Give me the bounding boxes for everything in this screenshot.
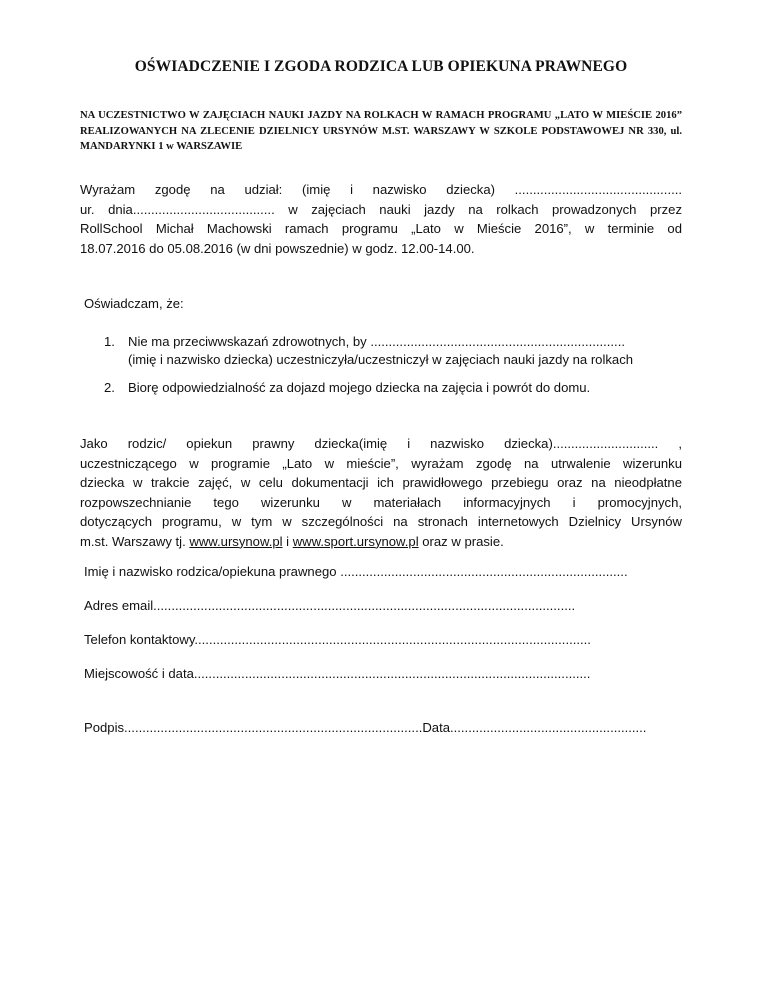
declaration-item-text: Biorę odpowiedzialność za dojazd mojego dziecka na zajęcia i powrót do domu. xyxy=(128,380,591,395)
line-suffix: oraz w prasie. xyxy=(418,533,504,549)
image-consent-line: dotyczących programu, w tym w szczególności na stronach internetowych Dzielnicy Ursynów xyxy=(80,514,682,529)
ursynow-link[interactable]: www.ursynow.pl xyxy=(189,533,283,549)
place-date-field[interactable]: Miejscowość i data............................................................................................................. xyxy=(84,666,591,681)
consent-line: ur. dnia....................................... w zajęciach nauki jazdy na rolkach prowadzonych przez xyxy=(80,201,682,217)
line-prefix: m.st. Warszawy tj. xyxy=(80,533,190,549)
document-subtitle: NA UCZESTNICTWO W ZAJĘCIACH NAUKI JAZDY NA ROLKACH W RAMACH PROGRAMU „LATO W MIEŚCIE 2016” REALIZOWANYCH NA ZLECENIE DZIELNICY URSYNÓW M.ST. WARSZAWY W SZKOLE PODSTAWOWEJ NR 330, ul. MANDARYNKI 1 w WARSZAWIE xyxy=(80,110,682,152)
consent-line: RollSchool Michał Machowski ramach programu „Lato w Mieście 2016”, w terminie od xyxy=(80,221,682,236)
list-number: 2. xyxy=(104,380,115,395)
sport-ursynow-link[interactable]: www.sport.ursynow.pl xyxy=(292,533,419,549)
image-consent-line: Jako rodzic/ opiekun prawny dziecka(imię i nazwisko dziecka)............................. , xyxy=(80,436,682,451)
consent-line: Wyrażam zgodę na udział: (imię i nazwisko dziecka) .............................................. xyxy=(80,182,682,197)
image-consent-paragraph xyxy=(80,434,682,551)
signature-date-field[interactable]: Podpis..................................................................................Data...................................................... xyxy=(84,720,647,735)
image-consent-line-last xyxy=(80,532,682,552)
image-consent-line: rozpowszechnianie tego wizerunku w materiałach informacyjnych i promocyjnych, xyxy=(80,494,682,510)
phone-field[interactable]: Telefon kontaktowy............................................................................................................. xyxy=(84,632,591,647)
declaration-item-text: Nie ma przeciwwskazań zdrowotnych, by ...................................................................... xyxy=(128,334,625,349)
parent-name-field[interactable]: Imię i nazwisko rodzica/opiekuna prawnego ............................................................................... xyxy=(84,564,628,579)
image-consent-line: dziecka w trakcie zajęć, w celu dokumentacji ich prawidłowego przebiegu oraz na nieodpłatne xyxy=(80,475,682,490)
list-number: 1. xyxy=(104,334,115,349)
image-consent-line: uczestniczącego w programie „Lato w mieście”, wyrażam zgodę na utrwalenie wizerunku xyxy=(80,455,682,471)
email-field[interactable]: Adres email.................................................................................................................... xyxy=(84,598,576,613)
declaration-item-text: (imię i nazwisko dziecka) uczestniczyła/uczestniczył w zajęciach nauki jazdy na rolkach xyxy=(128,352,634,367)
connector: i xyxy=(282,533,293,549)
document-title: OŚWIADCZENIE I ZGODA RODZICA LUB OPIEKUNA PRAWNEGO xyxy=(134,58,628,75)
consent-line: 18.07.2016 do 05.08.2016 (w dni powszednie) w godz. 12.00-14.00. xyxy=(80,240,475,256)
consent-paragraph xyxy=(80,180,682,258)
declaration-label: Oświadczam, że: xyxy=(84,296,184,311)
